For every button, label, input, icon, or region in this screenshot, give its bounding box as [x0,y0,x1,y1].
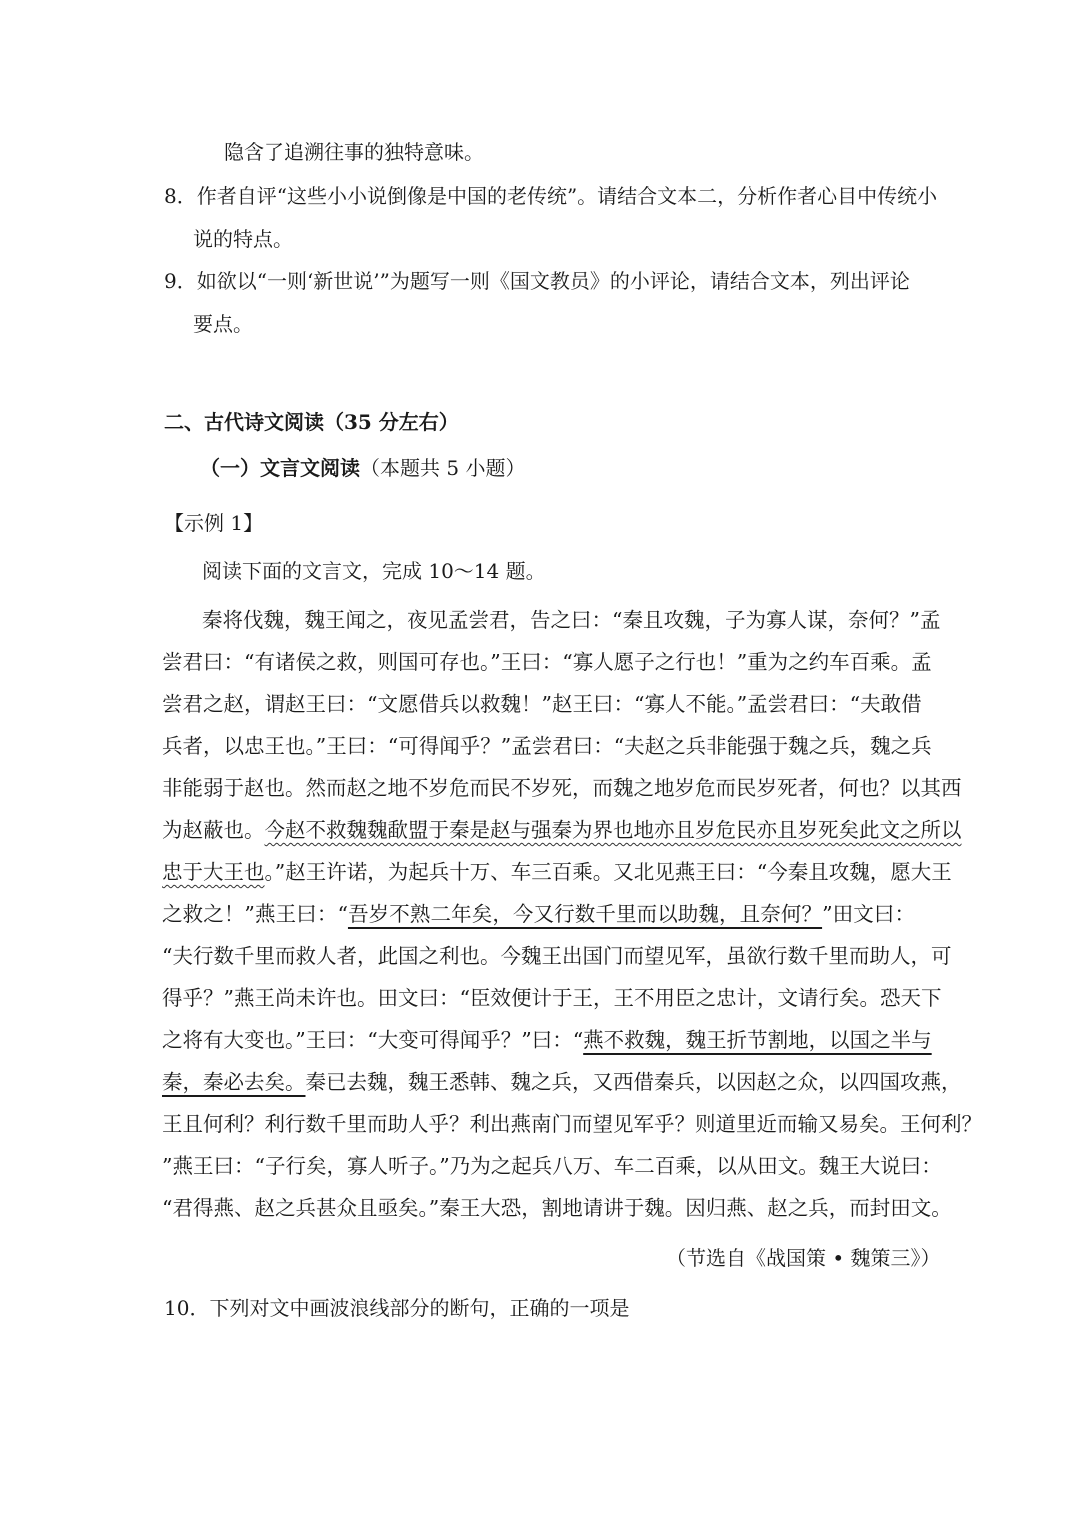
passage-line: “君得燕、赵之兵甚众且亟矣。”秦王大恐，割地请讲于魏。因归燕、赵之兵，而封田文。 [162,1196,952,1220]
passage-text: 之将有大变也。”王曰：“大变可得闻乎？”曰：“ [162,1028,584,1052]
example-label: 【示例 1】 [164,511,264,535]
passage-line [162,899,915,929]
passage-line [162,815,962,845]
underlined-text: 秦，秦必去矣。 [162,1070,306,1094]
passage-line: 得乎？”燕王尚未许也。田文曰：“臣效便计于王，王不用臣之忠计，文请行矣。恐天下 [162,986,942,1010]
subsection-heading [200,453,525,483]
subsection-note: （本题共 5 小题） [360,456,526,480]
passage-text: 之救之！”燕王曰：“ [162,902,348,926]
passage-line: 非能弱于赵也。然而赵之地不岁危而民不岁死，而魏之地岁危而民岁死者，何也？以其西 [162,776,962,800]
passage-line: 兵者，以忠王也。”王曰：“可得闻乎？”孟尝君曰：“夫赵之兵非能强于魏之兵，魏之兵 [162,734,932,758]
passage-line [162,857,952,887]
question-9: 9．如欲以“一则‘新世说’”为题写一则《国文教员》的小评论，请结合文本，列出评论 [164,269,910,293]
passage-source: （节选自《战国策 • 魏策三》） [666,1246,941,1270]
question-8: 8．作者自评“这些小小说倒像是中国的老传统”。请结合文本二，分析作者心目中传统小 [164,184,938,208]
reading-instruction: 阅读下面的文言文，完成 10～14 题。 [202,559,546,583]
subsection-title: （一）文言文阅读 [200,456,360,480]
wavy-underlined-text: 忠于大王也 [162,860,265,884]
passage-line: “夫行数千里而救人者，此国之利也。今魏王出国门而望见军，虽欲行数千里而助人，可 [162,944,952,968]
passage-line: 尝君曰：“有诸侯之救，则国可存也。”王曰：“寡人愿子之行也！”重为之约车百乘。孟 [162,650,932,674]
passage-line [162,1067,962,1097]
passage-text: 为赵蔽也。 [162,818,265,842]
question-10: 10．下列对文中画波浪线部分的断句，正确的一项是 [164,1296,630,1320]
passage-line: 尝君之赵，谓赵王曰：“文愿借兵以救魏！”赵王曰：“寡人不能。”孟尝君曰：“夫敢借 [162,692,922,716]
passage-line: 王且何利？利行数千里而助人乎？利出燕南门而望见军乎？则道里近而输又易矣。王何利？ [162,1112,982,1136]
underlined-text: 燕不救魏，魏王折节割地，以国之半与 [583,1028,932,1052]
question-9-continued: 要点。 [193,312,253,336]
passage-line [162,1025,932,1055]
section-heading: 二、古代诗文阅读（35 分左右） [164,410,459,434]
passage-line: ”燕王曰：“子行矣，寡人听子。”乃为之起兵八万、车二百乘，以从田文。魏王大说曰： [162,1154,942,1178]
passage-line: 秦将伐魏，魏王闻之，夜见孟尝君，告之曰：“秦且攻魏，子为寡人谋，奈何？”孟 [202,608,941,632]
previous-text-line: 隐含了追溯往事的独特意味。 [224,140,484,164]
wavy-underlined-text: 今赵不救魏魏歃盟于秦是赵与强秦为界也地亦且岁危民亦且岁死矣此文之所以 [264,818,962,842]
underlined-text: 吾岁不熟二年矣，今又行数千里而以助魏，且奈何？ [347,902,823,926]
passage-text: 秦已去魏，魏王悉韩、魏之兵，又西借秦兵，以因赵之众，以四国攻燕， [305,1070,962,1094]
question-8-continued: 说的特点。 [193,227,293,251]
passage-text: ”田文曰： [822,902,915,926]
passage-text: 。”赵王许诺，为起兵十万、车三百乘。又北见燕王曰：“今秦且攻魏，愿大王 [264,860,952,884]
